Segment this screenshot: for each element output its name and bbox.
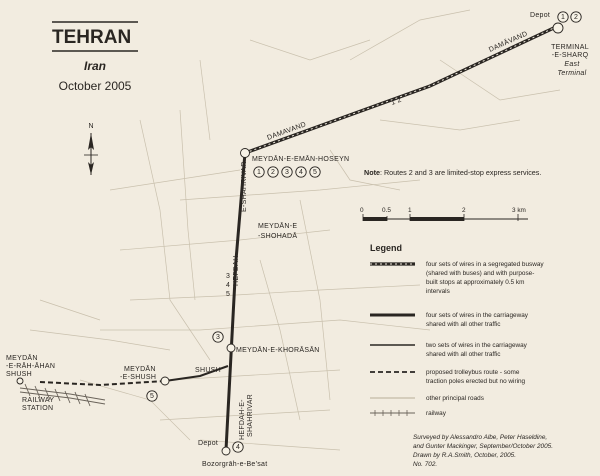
- map-date: October 2005: [58, 79, 132, 93]
- svg-text:No. 702.: No. 702.: [413, 461, 438, 468]
- shohada-label-1: MEYDĀN-E: [258, 223, 298, 230]
- svg-text:1: 1: [561, 14, 565, 21]
- shahrivar-route-4: 4: [226, 282, 231, 289]
- svg-text:4: 4: [299, 169, 303, 176]
- svg-text:2: 2: [574, 14, 578, 21]
- depot-s-label: Depot: [198, 440, 219, 447]
- svg-text:5: 5: [150, 393, 154, 400]
- svg-text:(shared with buses) and with p: (shared with buses) and with purpose-: [426, 270, 535, 277]
- legend-item-railway: [370, 410, 447, 417]
- shahrivar-label-2: HEFDAH-: [233, 252, 240, 286]
- rah-ahan-label-2: -E-RĀH-ĀHAN: [6, 363, 56, 370]
- svg-text:railway: railway: [426, 410, 446, 417]
- routes-note: Note: Routes 2 and 3 are limited-stop express services.: [364, 168, 542, 177]
- railway-station-label-2: STATION: [22, 405, 54, 412]
- north-arrow: [84, 123, 98, 175]
- emam-hoseyn-node: [241, 149, 250, 158]
- survey-credit: [413, 434, 553, 468]
- svg-text:0.5: 0.5: [382, 207, 391, 214]
- damavand-label-1: DAMĀVAND: [487, 30, 529, 54]
- svg-text:four sets of wires in the carr: four sets of wires in the carriageway: [426, 312, 528, 319]
- svg-text:Drawn by R.A.Smith, October, 2: Drawn by R.A.Smith, October, 2005.: [413, 452, 517, 459]
- terminal-sub-2: Terminal: [557, 70, 587, 77]
- terminal-node: [553, 23, 563, 33]
- shahrivar-label-1: E-SHAHRIVAR: [241, 161, 248, 212]
- legend-item-segregated: [370, 261, 544, 295]
- svg-text:four sets of wires in a segreg: four sets of wires in a segregated busway: [426, 261, 544, 268]
- svg-text:shared with all other traffic: shared with all other traffic: [426, 321, 501, 328]
- terminal-sub-1: East: [564, 61, 580, 68]
- svg-text:1: 1: [408, 207, 412, 214]
- shohada-label-2: -SHOHADĀ: [258, 233, 298, 240]
- shush-sq-label-1: MEYDĀN: [124, 366, 156, 373]
- railway-station-label-1: RAILWAY: [22, 397, 55, 404]
- khorasan-node: [227, 344, 235, 352]
- south-terminus-node: [222, 447, 230, 455]
- svg-text:N: N: [88, 123, 94, 130]
- shush-label: SHUSH: [195, 367, 222, 374]
- shush-sq-label-2: -E-SHUSH: [120, 374, 157, 381]
- svg-text:intervals: intervals: [426, 288, 450, 295]
- svg-text:0: 0: [360, 207, 364, 214]
- hefdah-e-label-2: SHAHRIVAR: [247, 393, 254, 437]
- svg-text:built stops at approximately 0: built stops at approximately 0.5 km: [426, 279, 525, 286]
- svg-text:2: 2: [462, 207, 466, 214]
- legend-title: Legend: [370, 243, 403, 253]
- svg-text:3: 3: [216, 334, 220, 341]
- svg-text:other principal roads: other principal roads: [426, 395, 484, 402]
- svg-text:5: 5: [313, 169, 317, 176]
- svg-text:4: 4: [236, 444, 240, 451]
- legend-item-roads: [370, 395, 484, 402]
- proposed-route: [40, 381, 165, 385]
- svg-text:shared with all other traffic: shared with all other traffic: [426, 351, 501, 358]
- shahrivar-route-3: 3: [226, 273, 231, 280]
- svg-text:proposed trolleybus route - so: proposed trolleybus route - some: [426, 369, 520, 376]
- terminal-route-circles: [558, 12, 581, 22]
- south-route-circle: [233, 442, 243, 452]
- legend: [370, 243, 544, 417]
- damavand-label-2: DAMAVAND: [266, 121, 308, 142]
- khorasan-route-circle: [213, 332, 223, 342]
- svg-text:3: 3: [285, 169, 289, 176]
- khorasan-label: MEYDĀN-E-KHORĀSĀN: [236, 347, 320, 354]
- shush-route-circle: [147, 391, 157, 401]
- legend-item-two-wires: [370, 342, 528, 358]
- rah-ahan-label-3: SHUSH: [6, 371, 33, 378]
- svg-text:two sets of wires in the carri: two sets of wires in the carriageway: [426, 342, 527, 349]
- west-node: [17, 378, 23, 384]
- emam-hoseyn-label: MEYDĀN-E-EMĀN-HOSEYN: [252, 156, 350, 163]
- legend-item-proposed: [370, 369, 526, 385]
- shahrivar-route-5: 5: [226, 291, 231, 298]
- svg-text:1: 1: [257, 169, 261, 176]
- svg-text:3 km: 3 km: [512, 207, 526, 214]
- map-title: TEHRAN: [52, 27, 132, 48]
- legend-item-four-wires: [370, 312, 529, 328]
- hefdah-e-label-1: HEFDAH-E-: [239, 399, 246, 440]
- depot-ne-label: Depot: [530, 12, 551, 19]
- shush-node: [161, 377, 169, 385]
- svg-text:and Gunter Mackinger, Septembe: and Gunter Mackinger, September/October 2005.: [413, 443, 553, 450]
- rah-ahan-label-1: MEYDĀN: [6, 355, 38, 362]
- terminal-label-2: -E-SHARQ: [551, 52, 589, 59]
- map-country: Iran: [83, 59, 107, 73]
- damavand-route-numbers: 1 2: [390, 96, 403, 107]
- scale-bar: [360, 207, 528, 221]
- svg-text:Surveyed by Alessandro Albe, P: Surveyed by Alessandro Albe, Peter Haseldine,: [413, 434, 548, 441]
- svg-text:traction poles erected but no: traction poles erected but no wiring: [426, 378, 526, 385]
- bazar-label: Bozorgrāh-e-Be'sat: [202, 461, 268, 468]
- emam-hoseyn-route-circles: [254, 167, 320, 177]
- svg-text:2: 2: [271, 169, 275, 176]
- terminal-label: TERMINAL: [551, 44, 589, 51]
- damavand-busway: [245, 26, 558, 153]
